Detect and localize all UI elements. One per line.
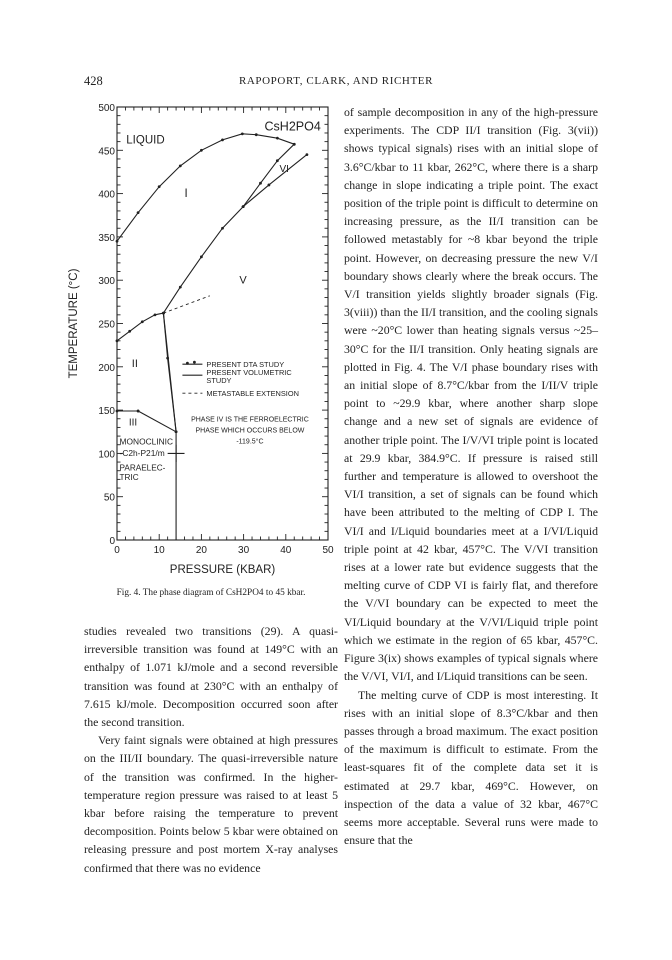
data-point xyxy=(158,185,161,188)
data-point xyxy=(141,320,144,323)
running-head: RAPOPORT, CLARK, AND RICHTER xyxy=(238,75,434,87)
data-point xyxy=(116,339,119,342)
y-axis-label: TEMPERATURE (°C) xyxy=(68,268,80,379)
data-point xyxy=(255,133,258,136)
phase-boundary-vi-i xyxy=(243,144,294,206)
data-point xyxy=(221,227,224,230)
data-point xyxy=(128,330,131,333)
left-column-text xyxy=(84,622,338,877)
phase-boundary-v-vi xyxy=(243,155,307,207)
chart-title: CsH2PO4 xyxy=(264,119,321,134)
data-point xyxy=(116,410,119,413)
paragraph: of sample decomposition in any of the high-pressure experiments. The CDP II/I transition (Fig. 3(vii)) shows typical signals) rises with an initial slope of 3.6°C/kbar to 11 kbar, 262°C, where there is a sharp change in slope indicating a triple point. The exact position of the triple point is difficult to determine on increasing pressure, as the II/I transition can be followed metastably for ~8 kbar beyond the triple point. However, on decreasing pressure the new V/I boundary shows clearly where the break occurs. The V/I transition yields slightly broader signals (Fig. 3(viii)) than the II/I transition, and the cooling signals were ~20°C lower than heating signals versus ~25–30°C for the II/I transition. Only heating signals are plotted in Fig. 4. The V/I phase boundary rises with an initial slope of 8.7°C/kbar from the I/II/V triple point to ~29.9 kbar, where another sharp slope change and a new set of signals are evidence of another triple point. The I/V/VI triple point is located at 29.9 kbar, 384.9°C. If pressure is raised still further and temperature is allowed to overshoot the VI/I transition, a set of signals can be found which have been attributed to the melting of CDP I. The VI/I and I/Liquid boundaries meet at a I/VI/Liquid triple point at 42 kbar, 457°C. The V/VI transition rises at a lower rate but evidence suggests that the melting curve of CDP VI is fairly flat, and therefore the V/VI boundary can be expected to meet the VI/Liquid boundary at the V/VI/Liquid triple point which we estimate in the region of 65 kbar, 457°C. Figure 3(ix) shows examples of typical signals where the V/VI, VI/I, and I/Liquid transitions can be seen. xyxy=(344,105,598,684)
page-header xyxy=(0,74,672,90)
x-tick-label: 0 xyxy=(114,545,120,556)
y-tick-label: 350 xyxy=(98,232,115,244)
legend-marker-dta xyxy=(193,361,196,364)
label-space-group: -C2h-P21/m xyxy=(119,447,165,458)
data-point xyxy=(179,164,182,167)
x-tick-label: 20 xyxy=(195,545,207,556)
y-tick-label: 500 xyxy=(98,103,115,114)
data-point xyxy=(306,153,309,156)
y-tick-label: 450 xyxy=(98,146,115,158)
y-tick-label: 0 xyxy=(109,536,115,547)
label-phase-v: V xyxy=(239,274,247,287)
y-tick-label: 300 xyxy=(98,276,115,288)
phase-boundary-ii-i xyxy=(117,313,163,341)
data-point xyxy=(154,313,157,316)
page-number: 428 xyxy=(84,74,103,88)
label-paraelectric-2: TRIC xyxy=(119,473,139,483)
y-tick-label: 250 xyxy=(98,319,115,331)
x-tick-label: 40 xyxy=(280,545,292,556)
data-point xyxy=(137,211,140,214)
phase-boundary-v-i xyxy=(163,207,243,314)
label-liquid: LIQUID xyxy=(126,134,165,147)
y-tick-label: 400 xyxy=(98,189,115,201)
phase-boundary-iii-v xyxy=(138,411,176,432)
label-paraelectric: PARAELEC- xyxy=(119,463,166,473)
label-monoclinic: MONOCLINIC xyxy=(119,436,174,447)
y-tick-label: 100 xyxy=(98,449,115,461)
x-axis-label: PRESSURE (KBAR) xyxy=(169,564,276,576)
data-point xyxy=(200,255,203,258)
x-tick-label: 30 xyxy=(238,545,250,556)
phase-boundary-vertical xyxy=(163,313,176,540)
paragraph: The melting curve of CDP is most interesting. It rises with an initial slope of 8.3°C/kbar and then passes through a broad maximum. The exact position of the maximum is difficult to estimate. From the least-squares fit of the complete data set it is estimated at 29.7 kbar, 469°C. However, on inspection of the data a value of 32 kbar, 467°C seems more acceptable. Several runs were made to ensure that the xyxy=(344,687,598,848)
x-tick-label: 10 xyxy=(153,545,165,556)
data-point xyxy=(268,184,271,187)
data-point xyxy=(179,286,182,289)
data-point xyxy=(116,240,119,243)
phase-boundary-i-liquid-melting- xyxy=(117,134,294,241)
legend-vol: PRESENT VOLUMETRIC xyxy=(206,368,292,378)
label-phase-i: I xyxy=(184,188,188,201)
label-phase-vi: VI xyxy=(279,163,289,175)
paragraph: studies revealed two transitions (29). A quasi-irreversible transition was found at 149°C with an enthalpy of 1.071 kJ/mole and a second reversible transition was found at 230°C with an enthalpy of 7.615 kJ/mole. Decomposition occurred soon after the second transition. xyxy=(84,624,338,730)
legend-dta: PRESENT DTA STUDY xyxy=(206,360,285,370)
phase-iv-note: PHASE WHICH OCCURS BELOW xyxy=(195,427,305,435)
y-tick-label: 50 xyxy=(103,492,115,504)
data-point xyxy=(242,205,245,208)
data-point xyxy=(221,139,224,142)
data-point xyxy=(241,132,244,135)
legend-vol-2: STUDY xyxy=(206,376,232,386)
data-point xyxy=(259,182,262,185)
legend-meta: METASTABLE EXTENSION xyxy=(206,389,299,399)
label-phase-ii: II xyxy=(131,357,138,370)
y-tick-label: 200 xyxy=(98,362,115,374)
phase-boundary-ii-v-metastable xyxy=(163,296,209,313)
right-column-text xyxy=(344,103,598,849)
plot-frame xyxy=(117,107,328,540)
phase-diagram-chart xyxy=(60,96,350,586)
paragraph: Very faint signals were obtained at high pressures on the III/II boundary. The quasi-irreversible nature of the transition was confirmed. In the higher-temperature region pressure was raised to at least 5 kbar before raising the temperature to prevent decomposition. Points below 5 kbar were obtained on releasing pressure and post mortem X-ray analyses confirmed that there was no evidence xyxy=(84,733,338,875)
phase-iv-note: PHASE IV IS THE FERROELECTRIC xyxy=(191,416,309,424)
data-point xyxy=(276,137,279,140)
data-point xyxy=(137,410,140,413)
data-point xyxy=(276,159,279,162)
data-point xyxy=(293,143,296,146)
label-phase-iii: III xyxy=(128,417,138,429)
x-tick-label: 50 xyxy=(322,545,334,556)
data-point xyxy=(200,149,203,152)
phase-iv-note: -119.5°C xyxy=(236,438,264,446)
y-tick-label: 150 xyxy=(98,406,115,418)
legend-marker-dta xyxy=(186,362,189,365)
figure-caption: Fig. 4. The phase diagram of CsH2PO4 to 45 kbar. xyxy=(116,588,306,598)
